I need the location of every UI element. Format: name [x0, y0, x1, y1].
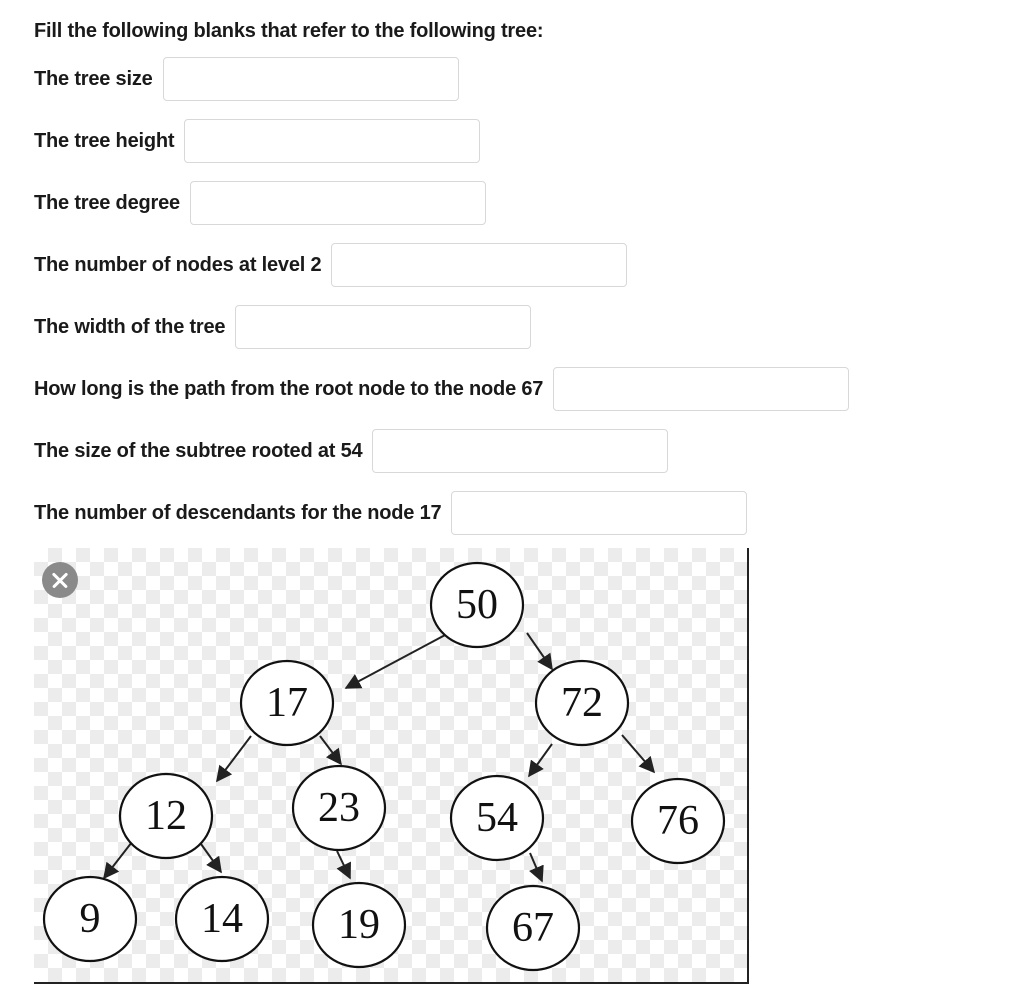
node-label-19: 19 — [338, 902, 380, 948]
node-label-9: 9 — [79, 896, 101, 942]
node-label-50: 50 — [456, 582, 498, 628]
question-label: The number of nodes at level 2 — [34, 253, 322, 276]
tree-figure — [34, 548, 749, 984]
question-label: The tree size — [34, 67, 153, 90]
node-label-17: 17 — [266, 680, 308, 726]
tree-size-input[interactable] — [163, 57, 459, 101]
node-label-54: 54 — [476, 795, 518, 841]
question-label: How long is the path from the root node to the node 67 — [34, 377, 544, 400]
question-label: The width of the tree — [34, 315, 226, 338]
tree-diagram — [34, 548, 749, 984]
question-row-nodes-level-2 — [34, 241, 627, 289]
edge-54-67 — [530, 853, 542, 881]
edge-50-72 — [527, 633, 552, 669]
question-row-tree-width — [34, 303, 531, 351]
question-row-tree-height — [34, 117, 480, 165]
question-row-tree-degree — [34, 179, 486, 227]
question-heading: Fill the following blanks that refer to the following tree: — [34, 20, 544, 42]
node-label-76: 76 — [657, 798, 699, 844]
edge-72-76 — [622, 735, 654, 772]
node-label-23: 23 — [318, 785, 360, 831]
question-label: The size of the subtree rooted at 54 — [34, 439, 363, 462]
node-label-72: 72 — [561, 680, 603, 726]
nodes-at-level-2-input[interactable] — [331, 243, 627, 287]
tree-height-input[interactable] — [184, 119, 480, 163]
edge-23-19 — [337, 851, 350, 878]
question-row-descendants — [34, 489, 747, 537]
question-label: The number of descendants for the node 17 — [34, 501, 442, 524]
edge-72-54 — [529, 744, 552, 776]
edge-12-9 — [104, 842, 132, 878]
tree-width-input[interactable] — [235, 305, 531, 349]
node-label-67: 67 — [512, 905, 554, 951]
node-label-12: 12 — [145, 793, 187, 839]
subtree-size-input[interactable] — [372, 429, 668, 473]
close-icon[interactable] — [42, 562, 78, 598]
edge-17-23 — [320, 736, 341, 764]
question-label: The tree degree — [34, 191, 180, 214]
edge-12-14 — [201, 844, 221, 872]
tree-degree-input[interactable] — [190, 181, 486, 225]
question-label: The tree height — [34, 129, 175, 152]
descendants-input[interactable] — [451, 491, 747, 535]
edge-17-12 — [217, 736, 251, 781]
edge-50-17 — [346, 634, 447, 688]
question-row-tree-size — [34, 55, 459, 103]
question-row-path-length — [34, 365, 849, 413]
path-length-input[interactable] — [553, 367, 849, 411]
question-row-subtree-size — [34, 427, 668, 475]
node-label-14: 14 — [201, 896, 243, 942]
